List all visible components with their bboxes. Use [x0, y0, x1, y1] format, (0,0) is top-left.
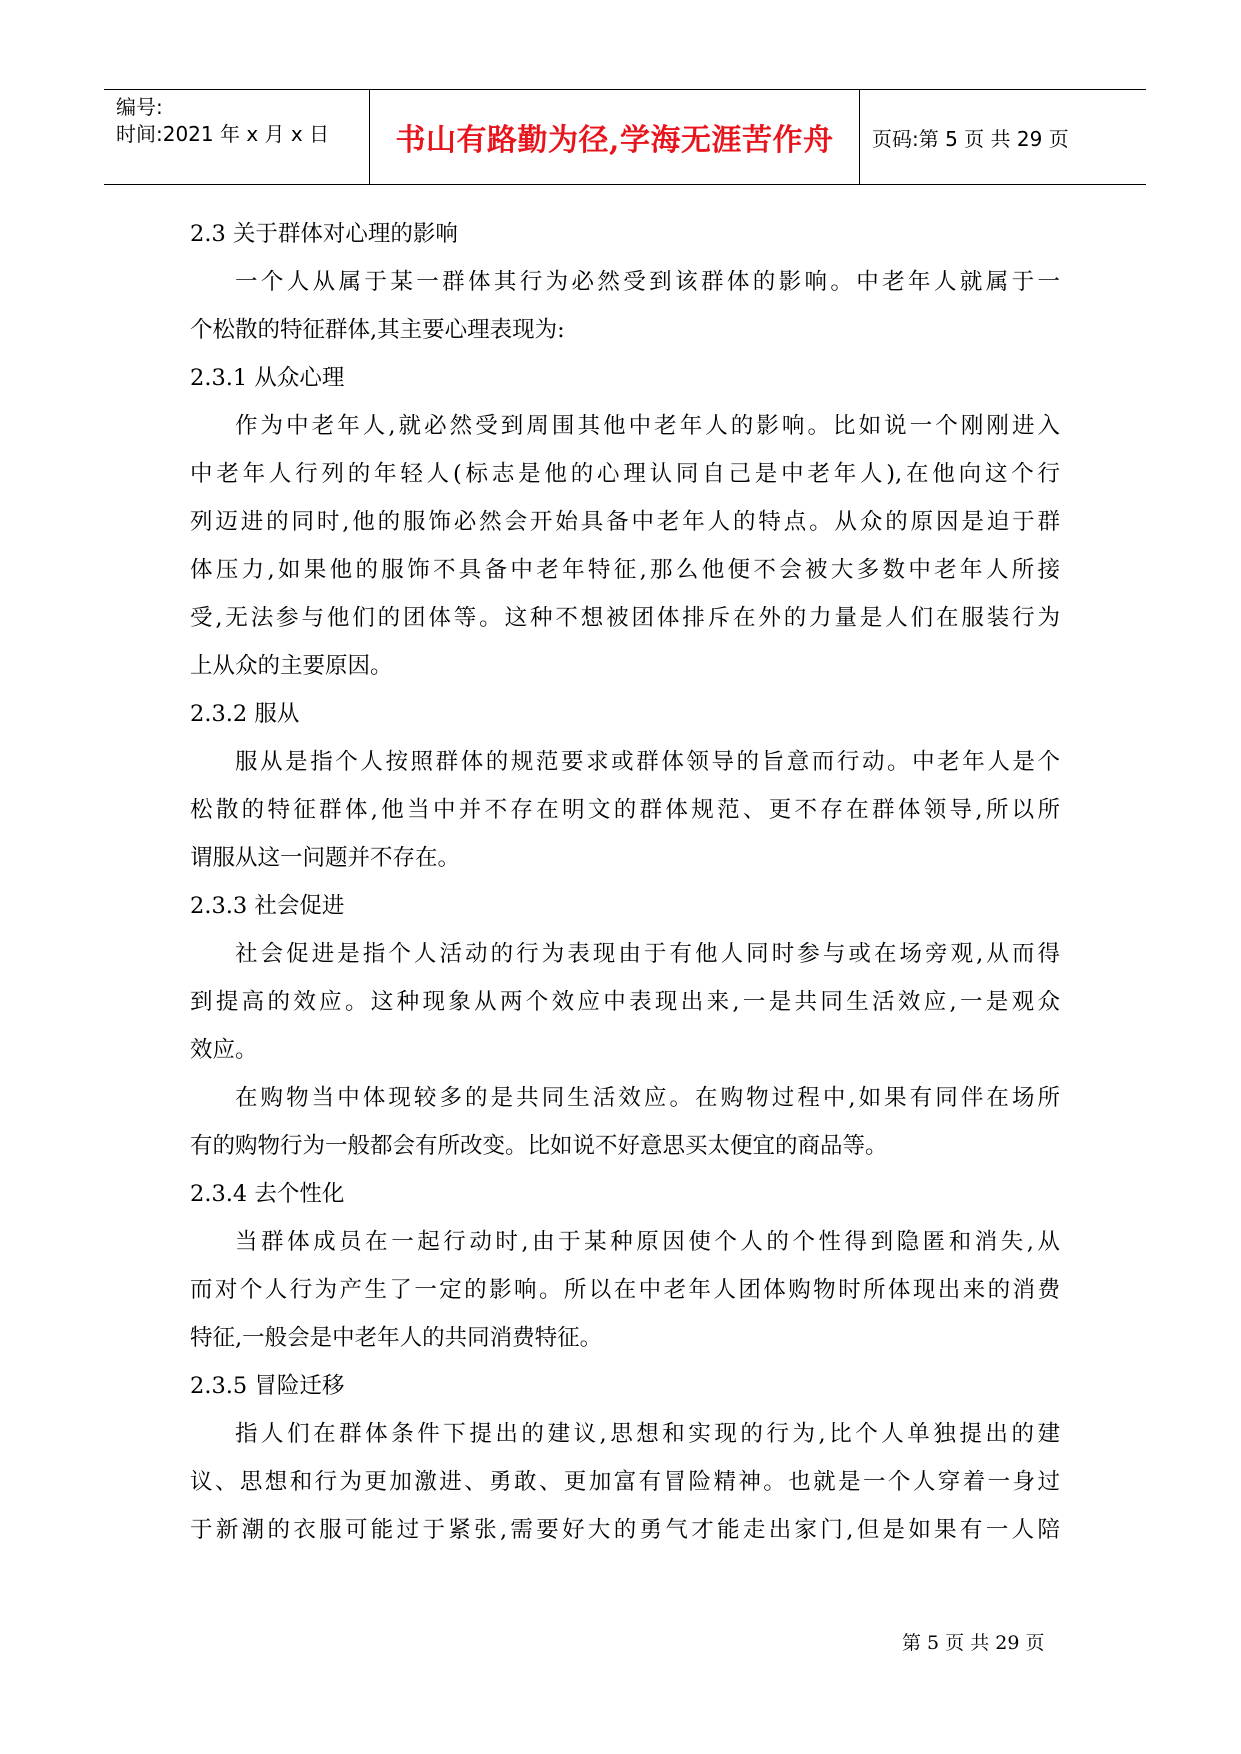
paragraph-line: 作为中老年人,就必然受到周围其他中老年人的影响。比如说一个刚刚进入 — [235, 413, 1060, 439]
paragraph-line: 上从众的主要原因。 — [190, 653, 393, 679]
header-info-cell — [104, 90, 370, 184]
paragraph-line: 有的购物行为一般都会有所改变。比如说不好意思买太便宜的商品等。 — [190, 1133, 888, 1159]
section-heading: 2.3.1 从众心理 — [190, 365, 345, 391]
paragraph-line: 松散的特征群体,他当中并不存在明文的群体规范、更不存在群体领导,所以所 — [190, 797, 1060, 823]
document-time-label: 时间:2021 年 x 月 x 日 — [116, 122, 330, 146]
section-heading: 2.3.2 服从 — [190, 701, 300, 727]
header-motto: 书山有路勤为径,学海无涯苦作舟 — [395, 123, 834, 158]
header-page-cell — [860, 90, 1146, 184]
paragraph-line: 谓服从这一问题并不存在。 — [190, 845, 461, 871]
paragraph-line: 在购物当中体现较多的是共同生活效应。在购物过程中,如果有同伴在场所 — [235, 1085, 1060, 1111]
section-heading: 2.3.3 社会促进 — [190, 893, 345, 919]
page-footer: 第 5 页 共 29 页 — [902, 1632, 1045, 1654]
paragraph-line: 当群体成员在一起行动时,由于某种原因使个人的个性得到隐匿和消失,从 — [235, 1229, 1060, 1255]
paragraph-line: 议、思想和行为更加激进、勇敢、更加富有冒险精神。也就是一个人穿着一身过 — [190, 1469, 1060, 1495]
page-header — [104, 89, 1146, 185]
paragraph-line: 而对个人行为产生了一定的影响。所以在中老年人团体购物时所体现出来的消费 — [190, 1277, 1060, 1303]
paragraph-line: 列迈进的同时,他的服饰必然会开始具备中老年人的特点。从众的原因是迫于群 — [190, 509, 1060, 535]
paragraph-line: 个松散的特征群体,其主要心理表现为: — [190, 317, 565, 343]
document-number-label: 编号: — [116, 95, 163, 119]
header-motto-cell — [370, 90, 860, 184]
paragraph-line: 社会促进是指个人活动的行为表现由于有他人同时参与或在场旁观,从而得 — [235, 941, 1060, 967]
paragraph-line: 服从是指个人按照群体的规范要求或群体领导的旨意而行动。中老年人是个 — [235, 749, 1060, 775]
paragraph-line: 中老年人行列的年轻人(标志是他的心理认同自己是中老年人),在他向这个行 — [190, 461, 1060, 487]
section-heading: 2.3.4 去个性化 — [190, 1181, 345, 1207]
paragraph-line: 体压力,如果他的服饰不具备中老年特征,那么他便不会被大多数中老年人所接 — [190, 557, 1060, 583]
paragraph-line: 到提高的效应。这种现象从两个效应中表现出来,一是共同生活效应,一是观众 — [190, 989, 1060, 1015]
paragraph-line: 效应。 — [190, 1037, 258, 1063]
paragraph-line: 指人们在群体条件下提出的建议,思想和实现的行为,比个人单独提出的建 — [235, 1421, 1060, 1447]
paragraph-line: 一个人从属于某一群体其行为必然受到该群体的影响。中老年人就属于一 — [235, 269, 1060, 295]
paragraph-line: 于新潮的衣服可能过于紧张,需要好大的勇气才能走出家门,但是如果有一人陪 — [190, 1517, 1060, 1543]
paragraph-line: 受,无法参与他们的团体等。这种不想被团体排斥在外的力量是人们在服装行为 — [190, 605, 1060, 631]
document-body — [190, 210, 1060, 1554]
section-heading: 2.3.5 冒险迁移 — [190, 1373, 345, 1399]
paragraph-line: 特征,一般会是中老年人的共同消费特征。 — [190, 1325, 603, 1351]
header-page-code: 页码:第 5 页 共 29 页 — [872, 126, 1069, 151]
section-heading: 2.3 关于群体对心理的影响 — [190, 221, 458, 247]
